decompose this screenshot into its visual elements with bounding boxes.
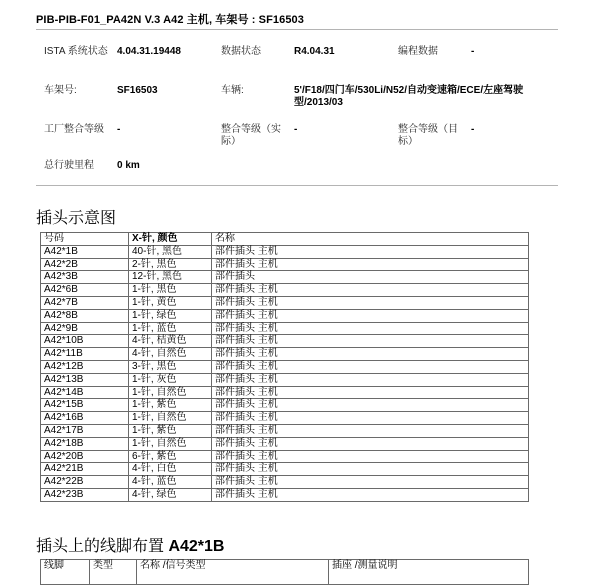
connector-number: A42*20B (41, 450, 129, 463)
connector-pins-color: 2-针, 黑色 (129, 258, 212, 271)
connector-number: A42*10B (41, 335, 129, 348)
pin-layout-table (40, 559, 529, 585)
connector-name: 部件插头 主机 (212, 412, 529, 425)
connector-pins-color: 1-针, 黑色 (129, 284, 212, 297)
header-number: 号码 (41, 233, 129, 246)
table-row (41, 348, 529, 361)
connector-pins-color: 1-针, 自然色 (129, 412, 212, 425)
connector-pins-color: 1-针, 灰色 (129, 373, 212, 386)
connector-name: 部件插头 主机 (212, 322, 529, 335)
connector-pins-color: 1-针, 紫色 (129, 399, 212, 412)
actual-level-value: - (294, 124, 298, 135)
factory-level-label: 工厂整合等级 (44, 124, 104, 135)
connector-pins-color: 40-针, 黑色 (129, 245, 212, 258)
table-row (41, 258, 529, 271)
table-row (41, 284, 529, 297)
connector-name: 部件插头 主机 (212, 360, 529, 373)
header-type: 类型 (90, 560, 137, 585)
connector-pins-color: 1-针, 黄色 (129, 296, 212, 309)
connector-name: 部件插头 主机 (212, 386, 529, 399)
connector-number: A42*1B (41, 245, 129, 258)
connector-name: 部件插头 主机 (212, 488, 529, 501)
table-row (41, 296, 529, 309)
table-row (41, 399, 529, 412)
vehicle-info-block (36, 29, 558, 186)
connector-name: 部件插头 主机 (212, 258, 529, 271)
connector-number: A42*2B (41, 258, 129, 271)
pin-layout-title-text: 插头上的线脚布置 (36, 538, 169, 555)
connector-number: A42*21B (41, 463, 129, 476)
table-row (41, 271, 529, 284)
table-row (41, 476, 529, 489)
target-level-label: 整合等级（目标） (398, 124, 458, 147)
pin-layout-header (41, 560, 529, 585)
table-row (41, 412, 529, 425)
connector-pins-color: 3-针, 黑色 (129, 360, 212, 373)
connector-name: 部件插头 主机 (212, 399, 529, 412)
pin-layout-title (36, 533, 224, 556)
connector-table-header (41, 233, 529, 246)
connector-pins-color: 6-针, 紫色 (129, 450, 212, 463)
connector-number: A42*13B (41, 373, 129, 386)
connector-pins-color: 1-针, 自然色 (129, 437, 212, 450)
connector-number: A42*16B (41, 412, 129, 425)
connector-name: 部件插头 主机 (212, 309, 529, 322)
programming-label: 编程数据 (398, 46, 438, 57)
data-status-label: 数据状态 (221, 46, 261, 57)
vin-label: 车架号: (44, 85, 77, 96)
header-signal: 名称 /信号类型 (137, 560, 329, 585)
table-row (41, 373, 529, 386)
connector-table (40, 232, 529, 502)
ista-label: ISTA 系统状态 (44, 46, 108, 57)
connector-pins-color: 1-针, 自然色 (129, 386, 212, 399)
connector-number: A42*8B (41, 309, 129, 322)
connector-number: A42*6B (41, 284, 129, 297)
table-row (41, 360, 529, 373)
header-name: 名称 (212, 233, 529, 246)
vehicle-label: 车辆: (221, 85, 244, 96)
pin-layout-title-code: A42*1B (168, 538, 225, 555)
connector-pins-color: 4-针, 白色 (129, 463, 212, 476)
programming-value: - (471, 46, 475, 57)
connector-number: A42*15B (41, 399, 129, 412)
table-row (41, 322, 529, 335)
connector-name: 部件插头 主机 (212, 450, 529, 463)
connector-number: A42*22B (41, 476, 129, 489)
mileage-value: 0 km (117, 160, 140, 171)
connector-name: 部件插头 主机 (212, 437, 529, 450)
actual-level-label: 整合等级（实际） (221, 124, 281, 147)
connector-pins-color: 1-针, 紫色 (129, 424, 212, 437)
connector-name: 部件插头 主机 (212, 463, 529, 476)
ista-value: 4.04.31.19448 (117, 46, 181, 57)
connector-name: 部件插头 主机 (212, 335, 529, 348)
data-status-value: R4.04.31 (294, 46, 335, 57)
connector-pins-color: 12-针, 黑色 (129, 271, 212, 284)
connector-pins-color: 1-针, 蓝色 (129, 322, 212, 335)
table-row (41, 245, 529, 258)
connector-number: A42*9B (41, 322, 129, 335)
table-row (41, 437, 529, 450)
connector-number: A42*17B (41, 424, 129, 437)
connector-name: 部件插头 主机 (212, 373, 529, 386)
connector-number: A42*11B (41, 348, 129, 361)
header-socket: 插座 /测量说明 (329, 560, 529, 585)
connector-name: 部件插头 主机 (212, 245, 529, 258)
connector-number: A42*3B (41, 271, 129, 284)
connector-name: 部件插头 主机 (212, 284, 529, 297)
table-row (41, 309, 529, 322)
connector-pins-color: 1-针, 绿色 (129, 309, 212, 322)
table-row (41, 386, 529, 399)
connector-section-title: 插头示意图 (36, 210, 117, 227)
vehicle-value: 5'/F18/四门车/530Li/N52/自动变速箱/ECE/左座驾驶型/2013/03 (294, 85, 524, 108)
connector-name: 部件插头 主机 (212, 348, 529, 361)
connector-pins-color: 4-针, 桔黄色 (129, 335, 212, 348)
connector-name: 部件插头 (212, 271, 529, 284)
table-row (41, 335, 529, 348)
mileage-label: 总行驶里程 (44, 160, 94, 171)
factory-level-value: - (117, 124, 121, 135)
table-row (41, 488, 529, 501)
document-title: PIB-PIB-F01_PA42N V.3 A42 主机, 车架号 : SF16503 (36, 14, 304, 26)
connector-pins-color: 4-针, 绿色 (129, 488, 212, 501)
table-row (41, 450, 529, 463)
connector-number: A42*14B (41, 386, 129, 399)
connector-name: 部件插头 主机 (212, 424, 529, 437)
table-row (41, 424, 529, 437)
target-level-value: - (471, 124, 475, 135)
connector-number: A42*23B (41, 488, 129, 501)
header-pin: 线脚 (41, 560, 90, 585)
connector-pins-color: 4-针, 自然色 (129, 348, 212, 361)
table-row (41, 463, 529, 476)
connector-number: A42*7B (41, 296, 129, 309)
connector-name: 部件插头 主机 (212, 476, 529, 489)
connector-pins-color: 4-针, 蓝色 (129, 476, 212, 489)
connector-name: 部件插头 主机 (212, 296, 529, 309)
header-pins-color: X-针, 颜色 (129, 233, 212, 246)
connector-number: A42*12B (41, 360, 129, 373)
vin-value: SF16503 (117, 85, 158, 96)
connector-number: A42*18B (41, 437, 129, 450)
